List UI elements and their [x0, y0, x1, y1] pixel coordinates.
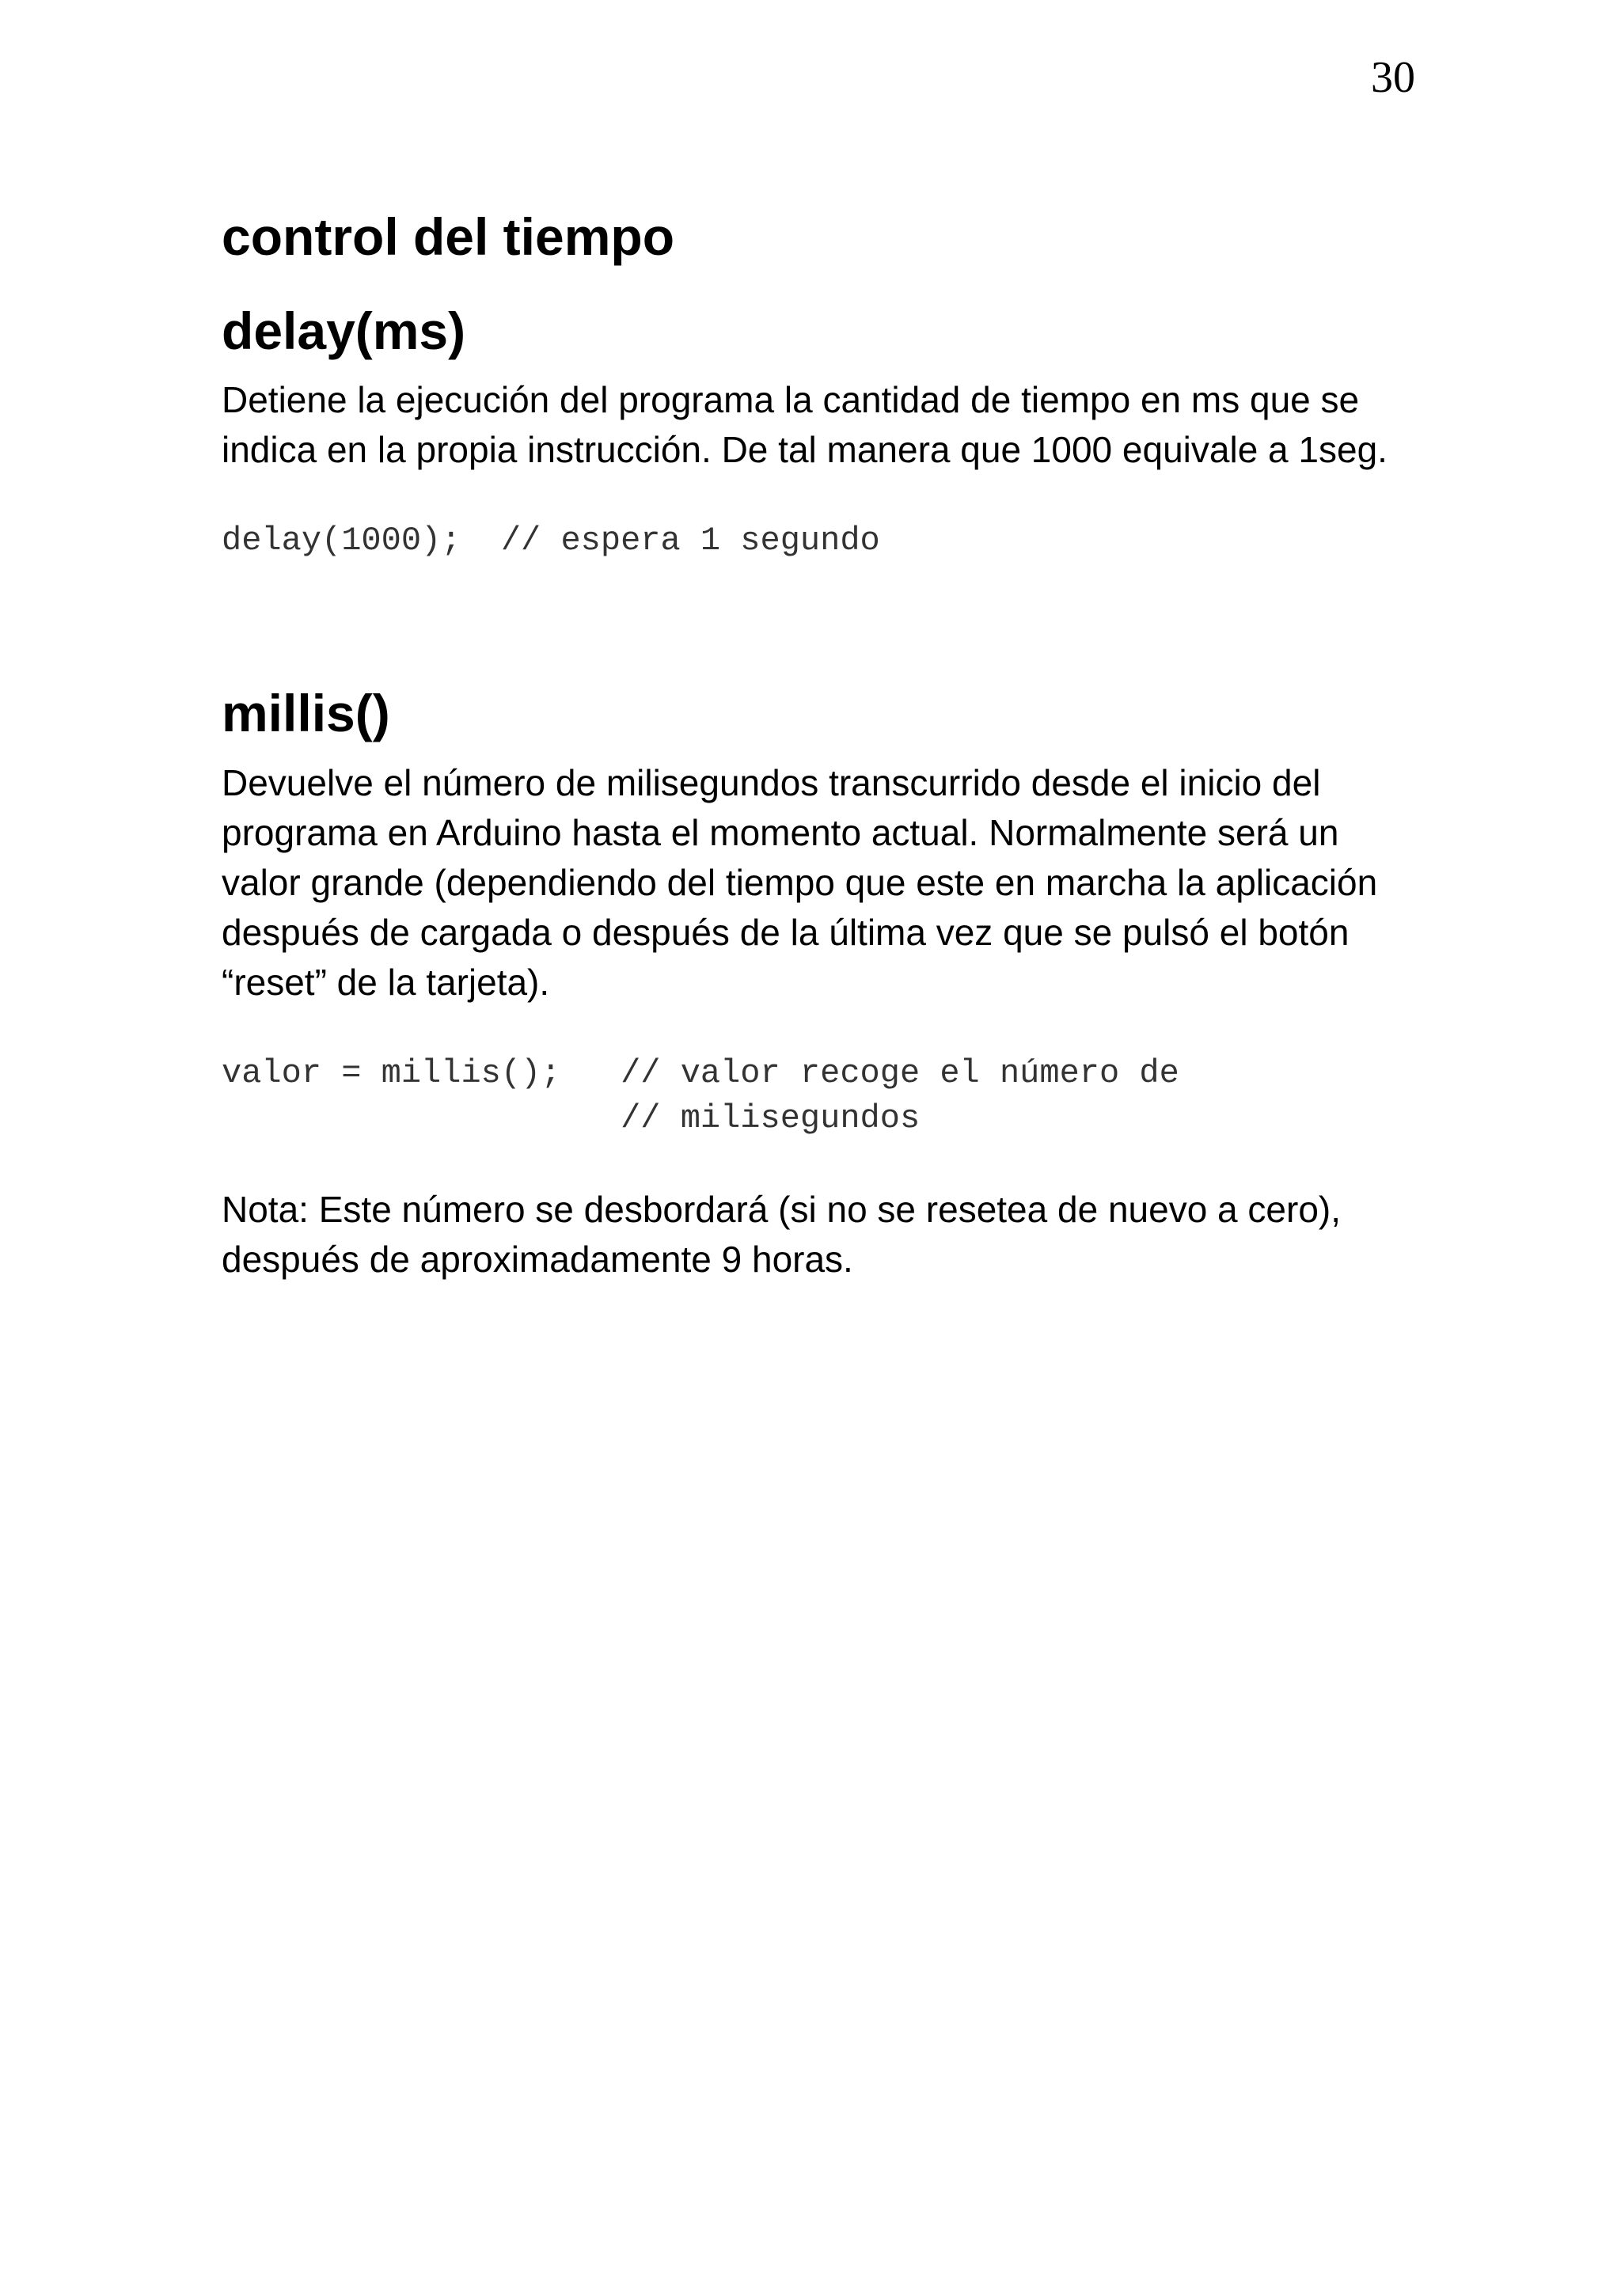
delay-heading: delay(ms): [222, 302, 466, 361]
millis-section: [222, 682, 1425, 1284]
millis-note: Nota: Este número se desbordará (si no se resetea de nuevo a cero), después de aproximadamente 9 horas.: [222, 1188, 1342, 1280]
millis-description: Devuelve el número de milisegundos transcurrido desde el inicio del programa en Arduino hasta el momento actual. Normalmente será un valor grande (dependiendo del tiempo que este en marcha la aplicación después de cargada o después de la última vez que se pulsó el botón “reset” de la tarjeta).: [222, 761, 1378, 1003]
delay-code-example: delay(1000); // espera 1 segundo: [222, 522, 880, 560]
section-title: control del tiempo: [222, 207, 675, 266]
delay-description: Detiene la ejecución del programa la cantidad de tiempo en ms que se indica en la propia instrucción. De tal manera que 1000 equivale a 1seg.: [222, 379, 1388, 471]
millis-heading: millis(): [222, 684, 390, 743]
page-content: [222, 206, 1425, 1285]
millis-code-example: valor = millis(); // valor recoge el número de // milisegundos: [222, 1053, 1179, 1137]
delay-section: [222, 300, 1425, 564]
page-number: 30: [1371, 53, 1415, 102]
